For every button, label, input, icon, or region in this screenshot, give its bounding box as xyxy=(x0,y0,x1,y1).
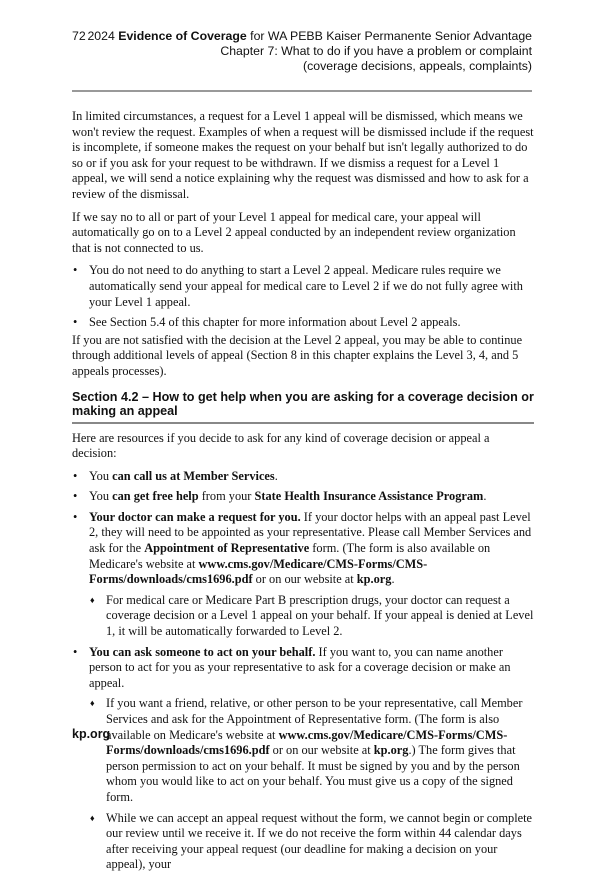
list-item-doctor xyxy=(72,510,534,640)
text-bold: Your doctor can make a request for you. xyxy=(89,509,301,524)
kp-org-link[interactable]: kp.org xyxy=(373,743,409,758)
footer-site[interactable]: kp.org xyxy=(72,727,111,741)
text-bold: State Health Insurance Assistance Program xyxy=(254,489,484,504)
header-plan: for WA PEBB Kaiser Permanente Senior Advantage xyxy=(246,29,532,43)
header-rule xyxy=(72,90,532,92)
text: .) The form gives that person permission to act on your behalf. It must be signed by you and by the person whom you would like to act on your behalf. You must give us a copy of the signed form. xyxy=(106,743,520,804)
text-bold: can call us at Member Services xyxy=(112,468,275,483)
text-bold: You can ask someone to act on your behalf. xyxy=(89,644,316,659)
list-item: • You do not need to do anything to start a Level 2 appeal. Medicare rules require we automatically send your appeal for medical care to Level 2 if we do not fully agree with your Level 1 appeal. xyxy=(72,263,534,310)
header-doc-title: Evidence of Coverage xyxy=(118,29,247,43)
header-chapter-sub: (coverage decisions, appeals, complaints) xyxy=(303,59,532,73)
text: . xyxy=(274,468,278,483)
text: . xyxy=(391,572,395,587)
page-body xyxy=(72,109,534,878)
cms-form-link[interactable]: www.cms.gov/Medicare/CMS-Forms/CMS-Forms/downloads/cms1696.pdf xyxy=(106,727,508,758)
text: If your doctor helps with an appeal past Level 2, they will need to be appointed as your representative. Please call Member Services and ask for the xyxy=(89,509,532,556)
text: or on our website at xyxy=(269,743,374,758)
text: You xyxy=(89,468,113,483)
text: If you want a friend, relative, or other person to be your representative, call Member Services and ask for the Appointment of Representative form. (The form is also available on Medicare's website at xyxy=(106,696,523,742)
list-item-representative xyxy=(72,645,534,873)
sub-list-item: ♦ For medical care or Medicare Part B prescription drugs, your doctor can request a coverage decision or a Level 1 appeal on your behalf. If your appeal is denied at Level 1, it will be automatically forwarded to Level 2. xyxy=(89,593,534,640)
header-year: 2024 xyxy=(87,29,119,43)
text-bold: Appointment of Representative xyxy=(144,541,310,556)
paragraph-level2: If we say no to all or part of your Level 1 appeal for medical care, your appeal will automatically go on to a Level 2 appeal conducted by an independent review organization that is not connected to us. xyxy=(72,209,516,255)
section-heading: Section 4.2 – How to get help when you are asking for a coverage decision or making an appeal xyxy=(72,390,534,424)
page-number: 72 xyxy=(72,29,86,43)
list-item: • See Section 5.4 of this chapter for more information about Level 2 appeals. xyxy=(72,315,534,331)
list-item-ship xyxy=(72,489,534,505)
text-bold: can get free help xyxy=(112,489,199,504)
page-header xyxy=(72,29,532,74)
text: If you want to, you can name another person to act for you as your representative to ask for a coverage decision or make an appeal. xyxy=(89,644,511,690)
level2-bullets xyxy=(72,263,534,330)
paragraph-intro: Here are resources if you decide to ask for any kind of coverage decision or appeal a decision: xyxy=(72,430,490,461)
resources-list xyxy=(72,469,534,873)
header-chapter: Chapter 7: What to do if you have a problem or complaint xyxy=(220,44,532,58)
sub-list-item: ♦ While we can accept an appeal request without the form, we cannot begin or complete our review until we receive it. If we do not receive the form within 44 calendar days after receiving your appeal request (our deadline for making a decision on your appeal), your xyxy=(89,811,534,873)
list-item-member-services xyxy=(72,469,534,485)
sub-list-item xyxy=(89,696,534,805)
text: from your xyxy=(198,489,255,504)
text: form. (The form is also available on Medicare's website at xyxy=(89,541,491,571)
kp-org-link[interactable]: kp.org xyxy=(356,572,392,587)
paragraph-dismissal: In limited circumstances, a request for a Level 1 appeal will be dismissed, which means we won't review the request. Examples of when a request will be dismissed include if the request is incomplete, if someone makes the request on your behalf but isn't legally authorized to do so or if you ask for your request to be withdrawn. If we dismiss a request for a Level 1 appeal, we will send a notice explaining why the request was dismissed and how to ask for a review of the dismissal. xyxy=(72,109,534,201)
cms-form-link[interactable]: www.cms.gov/Medicare/CMS-Forms/CMS-Forms/downloads/cms1696.pdf xyxy=(89,556,428,587)
text: You xyxy=(89,489,113,504)
sub-list xyxy=(89,593,534,640)
text: or on our website at xyxy=(252,572,357,587)
header-title xyxy=(72,29,532,44)
sub-list xyxy=(89,696,534,873)
text: . xyxy=(483,489,487,504)
paragraph-additional-levels: If you are not satisfied with the decision at the Level 2 appeal, you may be able to continue through additional levels of appeal (Section 8 in this chapter explains the Level 3, 4, and 5 appeals processes). xyxy=(72,332,523,378)
